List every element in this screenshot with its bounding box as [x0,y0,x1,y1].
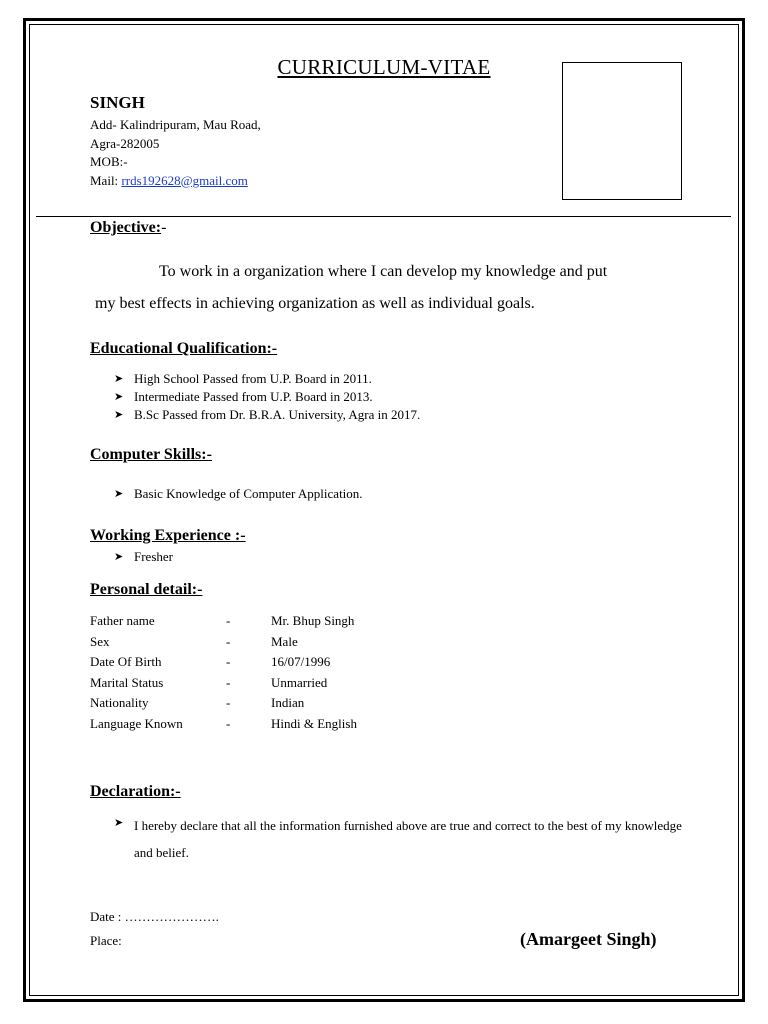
detail-value: Indian [271,695,305,710]
experience-list [114,548,173,566]
mail-line [90,172,261,191]
list-item [114,406,420,424]
date-line: Date : …………………. [90,909,219,924]
skills-heading-text: Computer Skills:- [90,446,212,463]
table-row [90,652,357,673]
objective-heading [90,219,166,237]
experience-heading [90,527,246,545]
personal-heading [90,581,202,599]
detail-key: Father name [90,613,155,628]
education-list [114,370,420,424]
address-line-2: Agra-282005 [90,135,160,151]
detail-value: Hindi & English [271,715,357,731]
mobile-line: MOB:- [90,154,128,169]
detail-value: 16/07/1996 [271,654,331,669]
declaration-text: I hereby declare that all the information furnished above are true and correct to the best of my knowledge and belief. [134,818,682,860]
table-row [90,693,357,714]
detail-key: Language Known [90,715,183,731]
objective-heading-text: Objective: [90,219,162,236]
detail-dash: - [226,654,231,669]
address-line-1: Add- Kalindripuram, Mau Road, [90,117,261,132]
detail-value: Unmarried [271,674,328,690]
objective-heading-suffix: - [161,219,167,236]
objective-line-2: my best effects in achieving organization as well as individual goals. [95,295,535,312]
detail-dash: - [226,674,231,690]
skills-item-1: Basic Knowledge of Computer Application. [134,486,363,501]
header-divider [36,216,731,217]
contact-block [90,116,261,190]
detail-key: Date Of Birth [90,654,162,669]
arrowhead-bullet-icon: ➤ [114,488,124,500]
photo-placeholder [562,62,682,200]
education-item-1: High School Passed from U.P. Board in 2011. [134,371,372,386]
signature-name: (Amargeet Singh) [520,929,657,949]
table-row [90,611,357,632]
skills-heading [90,446,212,464]
declaration-list [114,812,704,866]
personal-details-table [90,611,357,734]
place-line: Place: [90,933,122,948]
table-row [90,632,357,653]
document-title: CURRICULUM-VITAE [277,55,491,79]
education-item-3: B.Sc Passed from Dr. B.R.A. University, Agra in 2017. [134,407,421,422]
skills-list [114,485,363,503]
personal-heading-text: Personal detail:- [90,581,203,598]
detail-dash: - [226,613,231,628]
list-item [114,388,420,406]
detail-key: Nationality [90,695,149,710]
table-row [90,673,357,694]
arrowhead-bullet-icon: ➤ [114,551,124,563]
arrowhead-bullet-icon: ➤ [114,409,124,421]
email-link[interactable]: rrds192628@gmail.com [121,172,248,188]
list-item [114,370,420,388]
mail-label: Mail: [90,172,122,188]
experience-heading-text: Working Experience :- [90,527,246,544]
detail-dash: - [226,633,231,649]
detail-value: Mr. Bhup Singh [271,613,355,628]
arrowhead-bullet-icon: ➤ [114,373,124,385]
education-item-2: Intermediate Passed from U.P. Board in 2013. [134,389,373,404]
experience-item-1: Fresher [134,549,173,564]
list-item [114,812,704,866]
detail-value: Male [271,633,298,649]
education-heading [90,340,277,358]
arrowhead-bullet-icon: ➤ [114,391,124,403]
list-item [114,485,363,503]
table-row [90,714,357,735]
list-item [114,548,173,566]
detail-key: Sex [90,633,110,649]
arrowhead-bullet-icon: ➤ [114,817,124,829]
declaration-heading [90,783,181,801]
objective-line-1: To work in a organization where I can develop my knowledge and put [159,263,608,280]
declaration-heading-text: Declaration:- [90,783,181,800]
detail-dash: - [226,715,231,731]
candidate-name: SINGH [90,93,145,112]
detail-key: Marital Status [90,674,164,690]
education-heading-text: Educational Qualification:- [90,340,278,357]
detail-dash: - [226,695,231,710]
